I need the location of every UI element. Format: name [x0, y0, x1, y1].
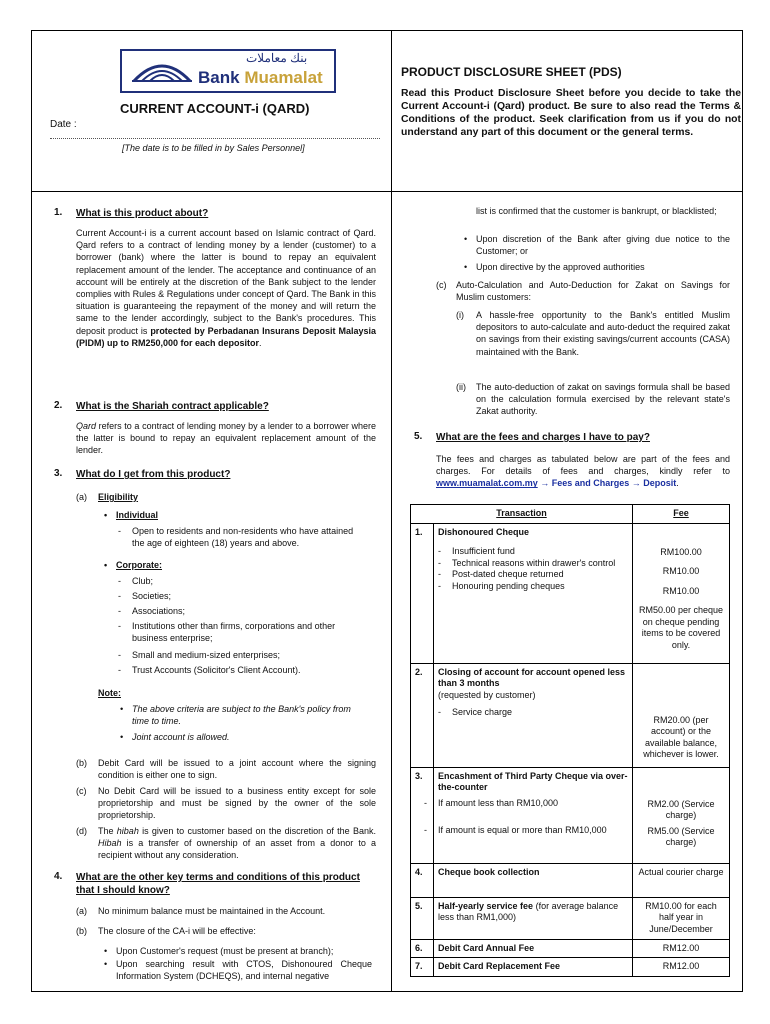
s3-b-text: Debit Card will be issued to a joint account where the signing condition is either one to sign. [98, 758, 376, 781]
section-number: 1. [54, 207, 63, 218]
section-heading: What is the Shariah contract applicable? [76, 401, 269, 412]
table-row: 4. Cheque book collection Actual courier charge [411, 863, 730, 897]
item-label: (a) [76, 492, 87, 502]
s5-intro: The fees and charges as tabulated below are part of the fees and charges. For details of fees and charges, kindly refer to www.muamalat.com.my → Fees and Charges → Deposit. [436, 454, 730, 489]
col-fee: Fee [633, 505, 730, 524]
eligibility-item: - Club; [132, 575, 153, 587]
date-field[interactable] [50, 138, 380, 139]
pds-intro: Read this Product Disclosure Sheet before you decide to take the Current Account-i (Qard) product. Be sure to also read the Terms & Conditions of the product. Seek clarification from us if you do not understand any part of this document or the general terms. [401, 88, 741, 138]
section-heading: What do I get from this product? [76, 469, 231, 480]
section-heading: What is this product about? [76, 208, 209, 219]
header-right [391, 31, 742, 191]
fees-table [410, 504, 730, 977]
note-label: Note: [98, 688, 121, 698]
date-label: Date : [50, 119, 77, 130]
header-left [32, 31, 392, 191]
zakat-point-1: A hassle-free opportunity to the Bank's entitled Muslim depositors to auto-calculate and auto-deduct the required zakat on savings from their existing savings/current accounts (CASA) maintained with the Bank. [476, 310, 730, 357]
table-row: 2. Closing of account for account opened less than 3 months (requested by customer) - Service charge RM20.00 (per account) or the available balance, whichever is lower. [411, 663, 730, 767]
s4-c-text: Auto-Calculation and Auto-Deduction for Zakat on Savings for Muslim customers: [456, 280, 730, 303]
document-page [31, 30, 743, 992]
table-row: 6. Debit Card Annual Fee RM12.00 [411, 939, 730, 958]
closure-item: • Upon discretion of the Bank after giving due notice to the Customer; or [476, 233, 730, 257]
eligibility-item: - Societies; [132, 590, 171, 602]
section-number: 3. [54, 468, 63, 479]
table-row: 1. Dishonoured Cheque - Insufficient fund - Technical reasons within drawer's control - Post-dated cheque returned - Honouring pending cheques RM100.00 RM10.00 RM10.00 RM50.00 per cheque on cheque pending items to be covered only. [411, 523, 730, 663]
closure-item: • Upon searching result with CTOS, Dishonoured Cheque Information System (DCHEQS), and internal negative [116, 958, 372, 982]
s3-d-text: The hibah is given to customer based on the discretion of the Bank. Hibah is a transfer of ownership of an asset from a donor to a recipient without any consideration. [98, 826, 376, 861]
table-row: 7. Debit Card Replacement Fee RM12.00 [411, 958, 730, 977]
logo-arabic-text: بنك معاملات [246, 51, 308, 65]
header-divider [32, 191, 742, 192]
item-label: (d) [76, 826, 87, 836]
item-label: (b) [76, 926, 87, 936]
eligibility-item: - Associations; [132, 605, 185, 617]
closure-item: • Upon Customer's request (must be present at branch); [116, 945, 372, 957]
col-transaction: Transaction [411, 505, 633, 524]
section-heading: What are the fees and charges I have to pay? [436, 432, 650, 443]
column-divider [391, 191, 392, 991]
zakat-point-2: The auto-deduction of zakat on savings formula shall be based on the calculation formula exercised by the relevant state's Zakat authority. [476, 382, 730, 417]
item-label: (i) [456, 310, 464, 320]
note-item: • Joint account is allowed. [132, 731, 230, 743]
item-label: (ii) [456, 382, 466, 392]
table-header-row [411, 505, 730, 524]
individual-heading: • Individual [116, 509, 158, 521]
s4-b-text: The closure of the CA-i will be effective: [98, 926, 256, 936]
eligibility-item: - Institutions other than firms, corporations and other business enterprise; [132, 620, 364, 644]
section-heading: What are the other key terms and conditions of this product that I should know? [76, 872, 360, 896]
s4-a-text: No minimum balance must be maintained in the Account. [98, 906, 326, 916]
section-number: 4. [54, 871, 63, 882]
note-item: • The above criteria are subject to the Bank's policy from time to time. [132, 703, 368, 727]
logo-wordmark: Bank Muamalat [198, 68, 323, 87]
s3-c-text: No Debit Card will be issued to a business entity except for sole proprietorship and must be signed by the owner of the sole proprietorship. [98, 786, 376, 821]
eligibility-item: - Trust Accounts (Solicitor's Client Account). [132, 664, 300, 676]
section-number: 5. [414, 431, 423, 442]
eligibility-heading: Eligibility [98, 492, 139, 502]
date-note: [The date is to be filled in by Sales Personnel] [122, 143, 305, 153]
arch-logo-icon [130, 57, 194, 83]
table-row: 5. Half-yearly service fee (for average balance less than RM1,000) RM10.00 for each half year in June/December [411, 897, 730, 939]
item-label: (c) [76, 786, 87, 796]
bank-logo [120, 49, 336, 93]
s1-body: Current Account-i is a current account based on Islamic contract of Qard. Qard refers to a contract of lending money by a lender (customer) to a borrower (bank) where the latter is bound to repay an equivalent replacement amount of the lender. The acceptance and continuance of an account will be entirely at the discretion of the Bank subject to the lender complies with Rules & Regulations under concept of Qard. The Bank in this situation is guaranteeing the repayment of the money and will return the same to the lender accordingly, subject to the Bank's procedures. This deposit product is protected by Perbadanan Insurans Deposit Malaysia (PIDM) up to RM250,000 for each depositor. [76, 228, 376, 348]
fees-link[interactable]: www.muamalat.com.my [436, 478, 538, 489]
closure-item-cont: list is confirmed that the customer is bankrupt, or blacklisted; [476, 206, 717, 216]
eligibility-item: - Open to residents and non-residents who have attained the age of eighteen (18) years and above. [132, 525, 364, 549]
eligibility-item: - Small and medium-sized enterprises; [132, 649, 280, 661]
section-number: 2. [54, 400, 63, 411]
item-label: (a) [76, 906, 87, 916]
item-label: (b) [76, 758, 87, 768]
item-label: (c) [436, 280, 447, 290]
product-title: CURRENT ACCOUNT-i (QARD) [120, 101, 310, 116]
pds-title: PRODUCT DISCLOSURE SHEET (PDS) [401, 65, 622, 79]
corporate-heading: • Corporate: [116, 559, 162, 571]
closure-item: • Upon directive by the approved authorities [476, 261, 645, 273]
table-row: 3. Encashment of Third Party Cheque via over-the-counter - If amount less than RM10,000 - If amount is equal or more than RM10,000 RM2.00 (Service charge) RM5.00 (Service charge) [411, 767, 730, 863]
s2-body: Qard refers to a contract of lending money by a lender to a borrower where the latter is bound to repay an equivalent replacement amount of the lender. [76, 421, 376, 456]
